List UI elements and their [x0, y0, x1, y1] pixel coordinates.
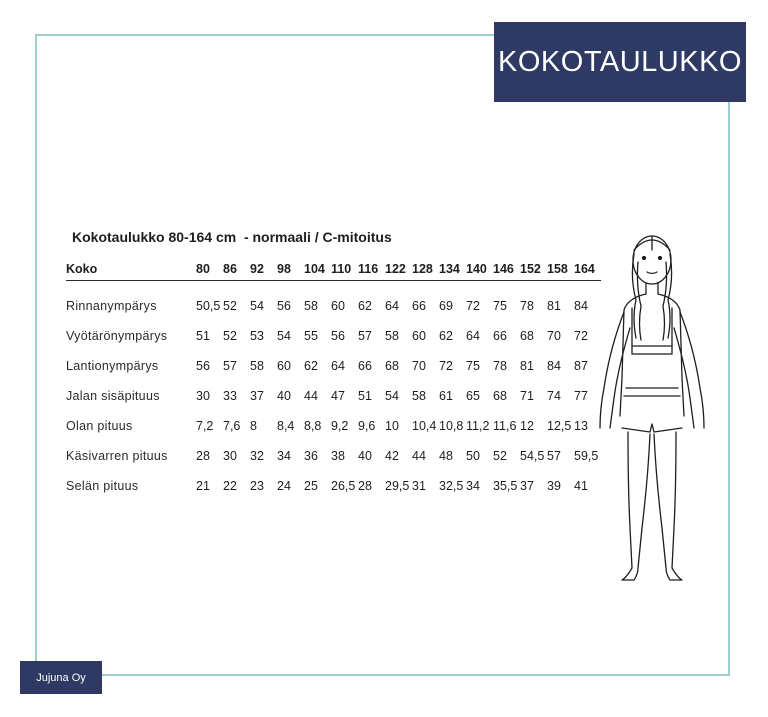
measurement-value: 35,5 [493, 479, 518, 493]
measurement-value: 11,6 [493, 419, 517, 433]
size-table [66, 258, 601, 501]
measurement-value: 52 [223, 299, 237, 313]
measurement-value: 72 [466, 299, 480, 313]
measurement-value: 29,5 [385, 479, 410, 493]
measurement-value: 24 [277, 479, 291, 493]
measurement-label: Käsivarren pituus [66, 449, 168, 463]
measurement-value: 8,4 [277, 419, 295, 433]
measurement-row [66, 321, 601, 351]
page-title [494, 22, 746, 102]
measurement-value: 60 [412, 329, 426, 343]
measurement-value: 30 [223, 449, 237, 463]
measurement-value: 60 [277, 359, 291, 373]
measurement-value: 56 [196, 359, 210, 373]
measurement-value: 42 [385, 449, 399, 463]
measurement-value: 40 [277, 389, 291, 403]
measurement-value: 70 [547, 329, 561, 343]
measurement-label: Lantionympärys [66, 359, 159, 373]
measurement-value: 57 [223, 359, 237, 373]
measurement-value: 56 [277, 299, 291, 313]
measurement-value: 50,5 [196, 299, 221, 313]
measurement-value: 64 [331, 359, 345, 373]
measurement-value: 44 [412, 449, 426, 463]
size-column-header: 164 [574, 258, 601, 281]
measurement-value: 37 [520, 479, 534, 493]
measurement-value: 54 [277, 329, 291, 343]
page-title-text: KOKOTAULUKKO [498, 45, 742, 78]
measurement-value: 22 [223, 479, 237, 493]
size-column-header: 134 [439, 258, 466, 281]
measurement-value: 10,8 [439, 419, 464, 433]
size-column-header: 80 [196, 258, 223, 281]
measurement-value: 64 [466, 329, 480, 343]
measurement-value: 66 [493, 329, 507, 343]
measurement-value: 7,2 [196, 419, 214, 433]
measurement-value: 56 [331, 329, 345, 343]
measurement-value: 58 [304, 299, 318, 313]
measurement-value: 36 [304, 449, 318, 463]
measurement-value: 68 [520, 329, 534, 343]
measurement-value: 52 [493, 449, 507, 463]
measurement-value: 54 [385, 389, 399, 403]
measurement-value: 44 [304, 389, 318, 403]
measurement-value: 72 [439, 359, 453, 373]
measurement-value: 28 [196, 449, 210, 463]
measurement-value: 81 [520, 359, 534, 373]
measurement-value: 34 [466, 479, 480, 493]
measurement-value: 41 [574, 479, 588, 493]
measurement-value: 74 [547, 389, 561, 403]
measurement-value: 84 [574, 299, 588, 313]
measurement-value: 48 [439, 449, 453, 463]
size-column-header: 140 [466, 258, 493, 281]
size-column-header: 128 [412, 258, 439, 281]
measurement-value: 31 [412, 479, 426, 493]
measurement-value: 72 [574, 329, 588, 343]
size-column-header: 86 [223, 258, 250, 281]
measurement-value: 52 [223, 329, 237, 343]
measurement-value: 62 [439, 329, 453, 343]
measurement-value: 12 [520, 419, 534, 433]
measurement-value: 57 [358, 329, 372, 343]
measurement-value: 51 [358, 389, 372, 403]
measurement-value: 33 [223, 389, 237, 403]
measurement-value: 47 [331, 389, 345, 403]
measurement-value: 10,4 [412, 419, 437, 433]
measurement-value: 10 [385, 419, 399, 433]
size-column-header: 146 [493, 258, 520, 281]
child-figure-illustration [586, 228, 718, 586]
measurement-value: 75 [466, 359, 480, 373]
size-column-header: 92 [250, 258, 277, 281]
size-column-header: 116 [358, 258, 385, 281]
measurement-row [66, 471, 601, 501]
measurement-value: 8 [250, 419, 257, 433]
measurement-value: 64 [385, 299, 399, 313]
measurement-value: 50 [466, 449, 480, 463]
measurement-value: 9,2 [331, 419, 349, 433]
measurement-value: 66 [412, 299, 426, 313]
measurement-value: 81 [547, 299, 561, 313]
measurement-value: 59,5 [574, 449, 599, 463]
measurement-value: 8,8 [304, 419, 322, 433]
measurement-value: 40 [358, 449, 372, 463]
size-column-header: 110 [331, 258, 358, 281]
measurement-value: 78 [520, 299, 534, 313]
measurement-value: 78 [493, 359, 507, 373]
measurement-value: 38 [331, 449, 345, 463]
measurement-value: 61 [439, 389, 453, 403]
measurement-row [66, 441, 601, 471]
header-label: Koko [66, 258, 196, 281]
measurement-value: 66 [358, 359, 372, 373]
measurement-value: 68 [493, 389, 507, 403]
measurement-value: 34 [277, 449, 291, 463]
measurement-value: 84 [547, 359, 561, 373]
measurement-value: 32,5 [439, 479, 464, 493]
table-heading: Kokotaulukko 80-164 cm - normaali / C-mitoitus [72, 229, 392, 245]
measurement-value: 57 [547, 449, 561, 463]
measurement-label: Selän pituus [66, 479, 139, 493]
measurement-value: 75 [493, 299, 507, 313]
measurement-value: 54,5 [520, 449, 545, 463]
measurement-label: Olan pituus [66, 419, 133, 433]
measurement-value: 70 [412, 359, 426, 373]
measurement-row [66, 351, 601, 381]
size-header-row [66, 258, 601, 281]
measurement-label: Rinnanympärys [66, 299, 157, 313]
brand-name: Jujuna Oy [36, 671, 86, 684]
size-column-header: 152 [520, 258, 547, 281]
measurement-value: 58 [250, 359, 264, 373]
size-column-header: 122 [385, 258, 412, 281]
measurement-value: 60 [331, 299, 345, 313]
measurement-value: 25 [304, 479, 318, 493]
measurement-value: 28 [358, 479, 372, 493]
measurement-value: 30 [196, 389, 210, 403]
measurement-row [66, 281, 601, 322]
measurement-value: 21 [196, 479, 210, 493]
measurement-label: Vyötärönympärys [66, 329, 168, 343]
measurement-value: 62 [304, 359, 318, 373]
measurement-label: Jalan sisäpituus [66, 389, 160, 403]
measurement-value: 53 [250, 329, 264, 343]
measurement-value: 11,2 [466, 419, 490, 433]
measurement-value: 7,6 [223, 419, 241, 433]
measurement-value: 62 [358, 299, 372, 313]
size-column-header: 158 [547, 258, 574, 281]
measurement-value: 87 [574, 359, 588, 373]
measurement-value: 58 [385, 329, 399, 343]
measurement-value: 32 [250, 449, 264, 463]
measurement-value: 69 [439, 299, 453, 313]
measurement-value: 26,5 [331, 479, 356, 493]
size-column-header: 98 [277, 258, 304, 281]
measurement-value: 65 [466, 389, 480, 403]
measurement-value: 12,5 [547, 419, 572, 433]
brand-badge [20, 661, 102, 694]
measurement-row [66, 381, 601, 411]
measurement-value: 54 [250, 299, 264, 313]
measurement-row [66, 411, 601, 441]
measurement-value: 58 [412, 389, 426, 403]
measurement-value: 68 [385, 359, 399, 373]
measurement-value: 23 [250, 479, 264, 493]
measurement-value: 71 [520, 389, 534, 403]
measurement-value: 51 [196, 329, 210, 343]
measurement-value: 77 [574, 389, 588, 403]
measurement-value: 9,6 [358, 419, 376, 433]
measurement-value: 39 [547, 479, 561, 493]
measurement-value: 13 [574, 419, 588, 433]
measurement-value: 37 [250, 389, 264, 403]
size-column-header: 104 [304, 258, 331, 281]
measurement-value: 55 [304, 329, 318, 343]
